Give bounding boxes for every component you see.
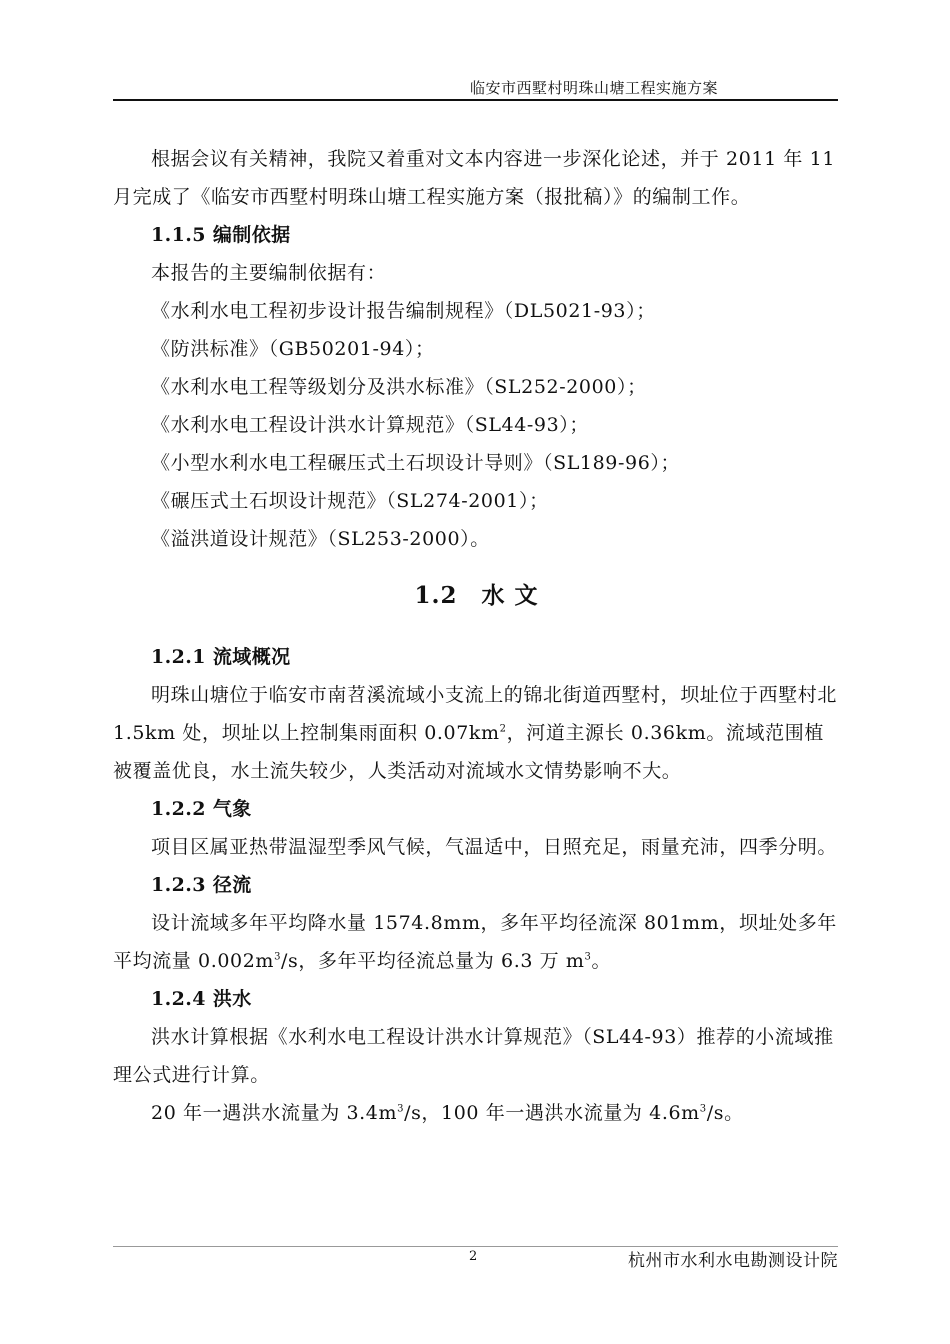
basin-overview-paragraph <box>113 676 840 790</box>
footer-organization: 杭州市水利水电勘测设计院 <box>628 1251 838 1271</box>
basis-item: 《水利水电工程初步设计报告编制规程》（DL5021-93）； <box>151 300 656 322</box>
document-body <box>113 140 840 1132</box>
text-run: 明珠山塘位于临安市南苕溪流域小支流上的锦北街道西墅村，坝址位于西墅村北 1.5km 处，坝址以上控制集雨面积 0.07km <box>113 684 838 744</box>
section-title: 水 文 <box>481 582 539 609</box>
text-run: ，河道主源长 0.36km。流域范围植被覆盖优良，水土流失较少，人类活动对流域水文情势影响不大。 <box>113 722 824 782</box>
basis-item: 《水利水电工程设计洪水计算规范》（SL44-93）； <box>151 414 590 436</box>
heading-1-2-3: 1.2.3 径流 <box>151 874 252 896</box>
superscript: 3 <box>274 951 282 963</box>
header-rule <box>113 99 838 101</box>
flood-paragraph-1: 洪水计算根据《水利水电工程设计洪水计算规范》（SL44-93）推荐的小流域推理公式进行计算。 <box>113 1026 834 1086</box>
text-run: /s，多年平均径流总量为 6.3 万 m <box>281 950 585 972</box>
text-run: /s。 <box>706 1102 744 1124</box>
superscript: 2 <box>499 723 507 735</box>
climate-paragraph: 项目区属亚热带温湿型季风气候，气温适中，日照充足，雨量充沛，四季分明。 <box>151 836 838 858</box>
flood-paragraph-2 <box>113 1094 840 1132</box>
basis-item: 《防洪标准》（GB50201-94）； <box>151 338 435 360</box>
header-title: 临安市西墅村明珠山塘工程实施方案 <box>469 79 718 97</box>
basis-item: 《溢洪道设计规范》（SL253-2000）。 <box>151 528 490 550</box>
basis-item: 《碾压式土石坝设计规范》（SL274-2001）； <box>151 490 549 512</box>
heading-1-2-4: 1.2.4 洪水 <box>151 988 252 1010</box>
basis-item: 《小型水利水电工程碾压式土石坝设计导则》（SL189-96）； <box>151 452 681 474</box>
runoff-paragraph <box>113 904 840 980</box>
basis-item: 《水利水电工程等级划分及洪水标准》（SL252-2000）； <box>151 376 647 398</box>
heading-1-2-1: 1.2.1 流域概况 <box>151 646 291 668</box>
heading-1-2-2: 1.2.2 气象 <box>151 798 252 820</box>
text-run: 设计流域多年平均降水量 1574.8mm，多年平均径流深 801mm，坝址处多年平均流量 0.002m <box>113 912 837 972</box>
heading-1-1-5: 1.1.5 编制依据 <box>151 224 291 246</box>
text-run: /s，100 年一遇洪水流量为 4.6m <box>404 1102 700 1124</box>
section-title-1-2 <box>113 576 840 616</box>
page-number: 2 <box>469 1249 478 1264</box>
superscript: 3 <box>584 951 592 963</box>
basis-lead: 本报告的主要编制依据有： <box>151 262 387 284</box>
text-run: 。 <box>591 950 612 972</box>
superscript: 3 <box>397 1103 405 1115</box>
text-run: 20 年一遇洪水流量为 3.4m <box>151 1102 398 1124</box>
section-number: 1.2 <box>414 582 458 609</box>
superscript: 3 <box>699 1103 707 1115</box>
intro-paragraph: 根据会议有关精神，我院又着重对文本内容进一步深化论述，并于 2011 年 11 月完成了《临安市西墅村明珠山塘工程实施方案（报批稿）》的编制工作。 <box>113 148 836 208</box>
